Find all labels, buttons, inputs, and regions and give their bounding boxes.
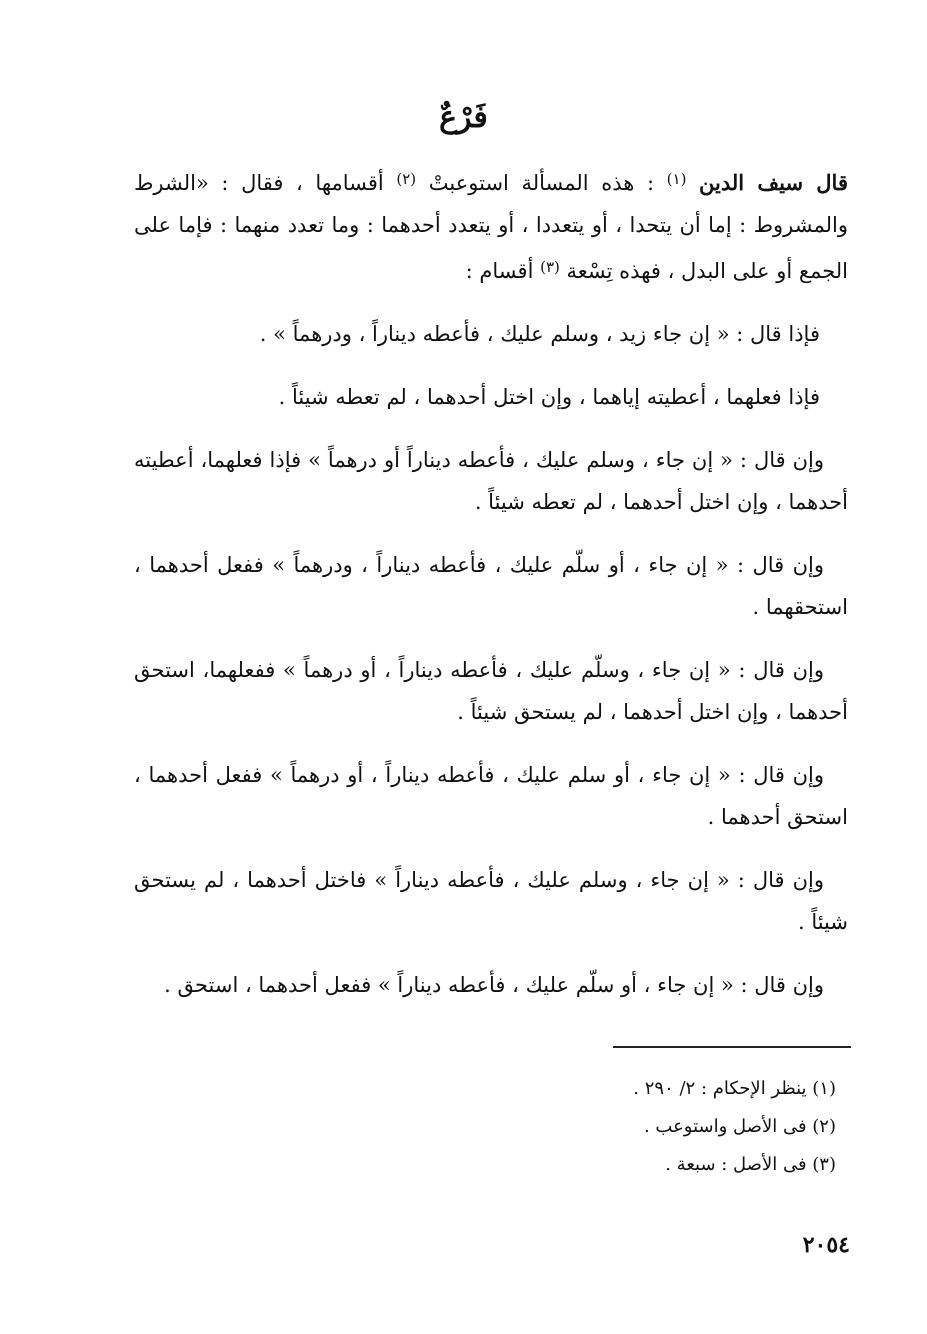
case-paragraph-3: وإن قال : « إن جاء ، وسلم عليك ، فأعطه ديناراً أو درهماً » فإذا فعلهما، أعطيته أحدهما ، وإن اختل أحدهما ، لم تعطه شيئاً . (134, 448, 848, 514)
footnote-2: (٢) فى الأصل واستوعب . (643, 1116, 836, 1137)
intro-text-b: أقسامها ، فقال : «الشرط والمشروط : إما أن يتحدا ، أو يتعددا ، أو يتعدد أحدهما : وما تعدد منهما : فإما على الجمع أو على البدل ، فهذه تِسْعة (134, 171, 848, 283)
case-paragraph-2: فإذا فعلهما ، أعطيته إياهما ، وإن اختل أحدهما ، لم تعطه شيئاً . (278, 385, 820, 409)
intro-paragraph (134, 158, 848, 292)
case-paragraph-4: وإن قال : « إن جاء ، أو سلّم عليك ، فأعطه ديناراً ، ودرهماً » ففعل أحدهما ، استحقهما . (134, 553, 848, 619)
intro-text-a: : هذه المسألة استوعبتْ (416, 171, 667, 195)
footnote-ref-2: (٢) (396, 170, 417, 188)
footnote-divider (613, 1046, 851, 1048)
author-name: قال سيف الدين (699, 170, 848, 195)
case-paragraph-8: وإن قال : « إن جاء ، أو سلّم عليك ، فأعطه ديناراً » ففعل أحدهما ، استحق . (164, 973, 824, 997)
case-paragraph-7: وإن قال : « إن جاء ، وسلم عليك ، فأعطه ديناراً » فاختل أحدهما ، لم يستحق شيئاً . (134, 868, 848, 934)
case-paragraph-1: فإذا قال : « إن جاء زيد ، وسلم عليك ، فأعطه ديناراً ، ودرهماً » . (259, 322, 820, 346)
case-paragraph-6: وإن قال : « إن جاء ، أو سلم عليك ، فأعطه ديناراً ، أو درهماً » ففعل أحدهما ، استحق أحدهما . (134, 763, 848, 829)
case-paragraph-5: وإن قال : « إن جاء ، وسلّم عليك ، فأعطه ديناراً ، أو درهماً » ففعلهما، استحق أحدهما ، وإن اختل أحدهما ، لم يستحق شيئاً . (134, 658, 848, 724)
footnote-ref-1: (١) (666, 170, 687, 188)
section-heading: فَرْعٌ (439, 100, 488, 135)
intro-text-c: أقسام : (465, 259, 541, 283)
footnotes (400, 1070, 836, 1184)
page-number: ٢٠٥٤ (802, 1232, 850, 1258)
footnote-3: (٣) فى الأصل : سبعة . (665, 1154, 836, 1175)
footnote-ref-3: (٣) (540, 258, 560, 276)
footnote-1: (١) ينظر الإحكام : ٢/ ٢٩٠ . (633, 1078, 836, 1099)
body-text (134, 158, 848, 1027)
